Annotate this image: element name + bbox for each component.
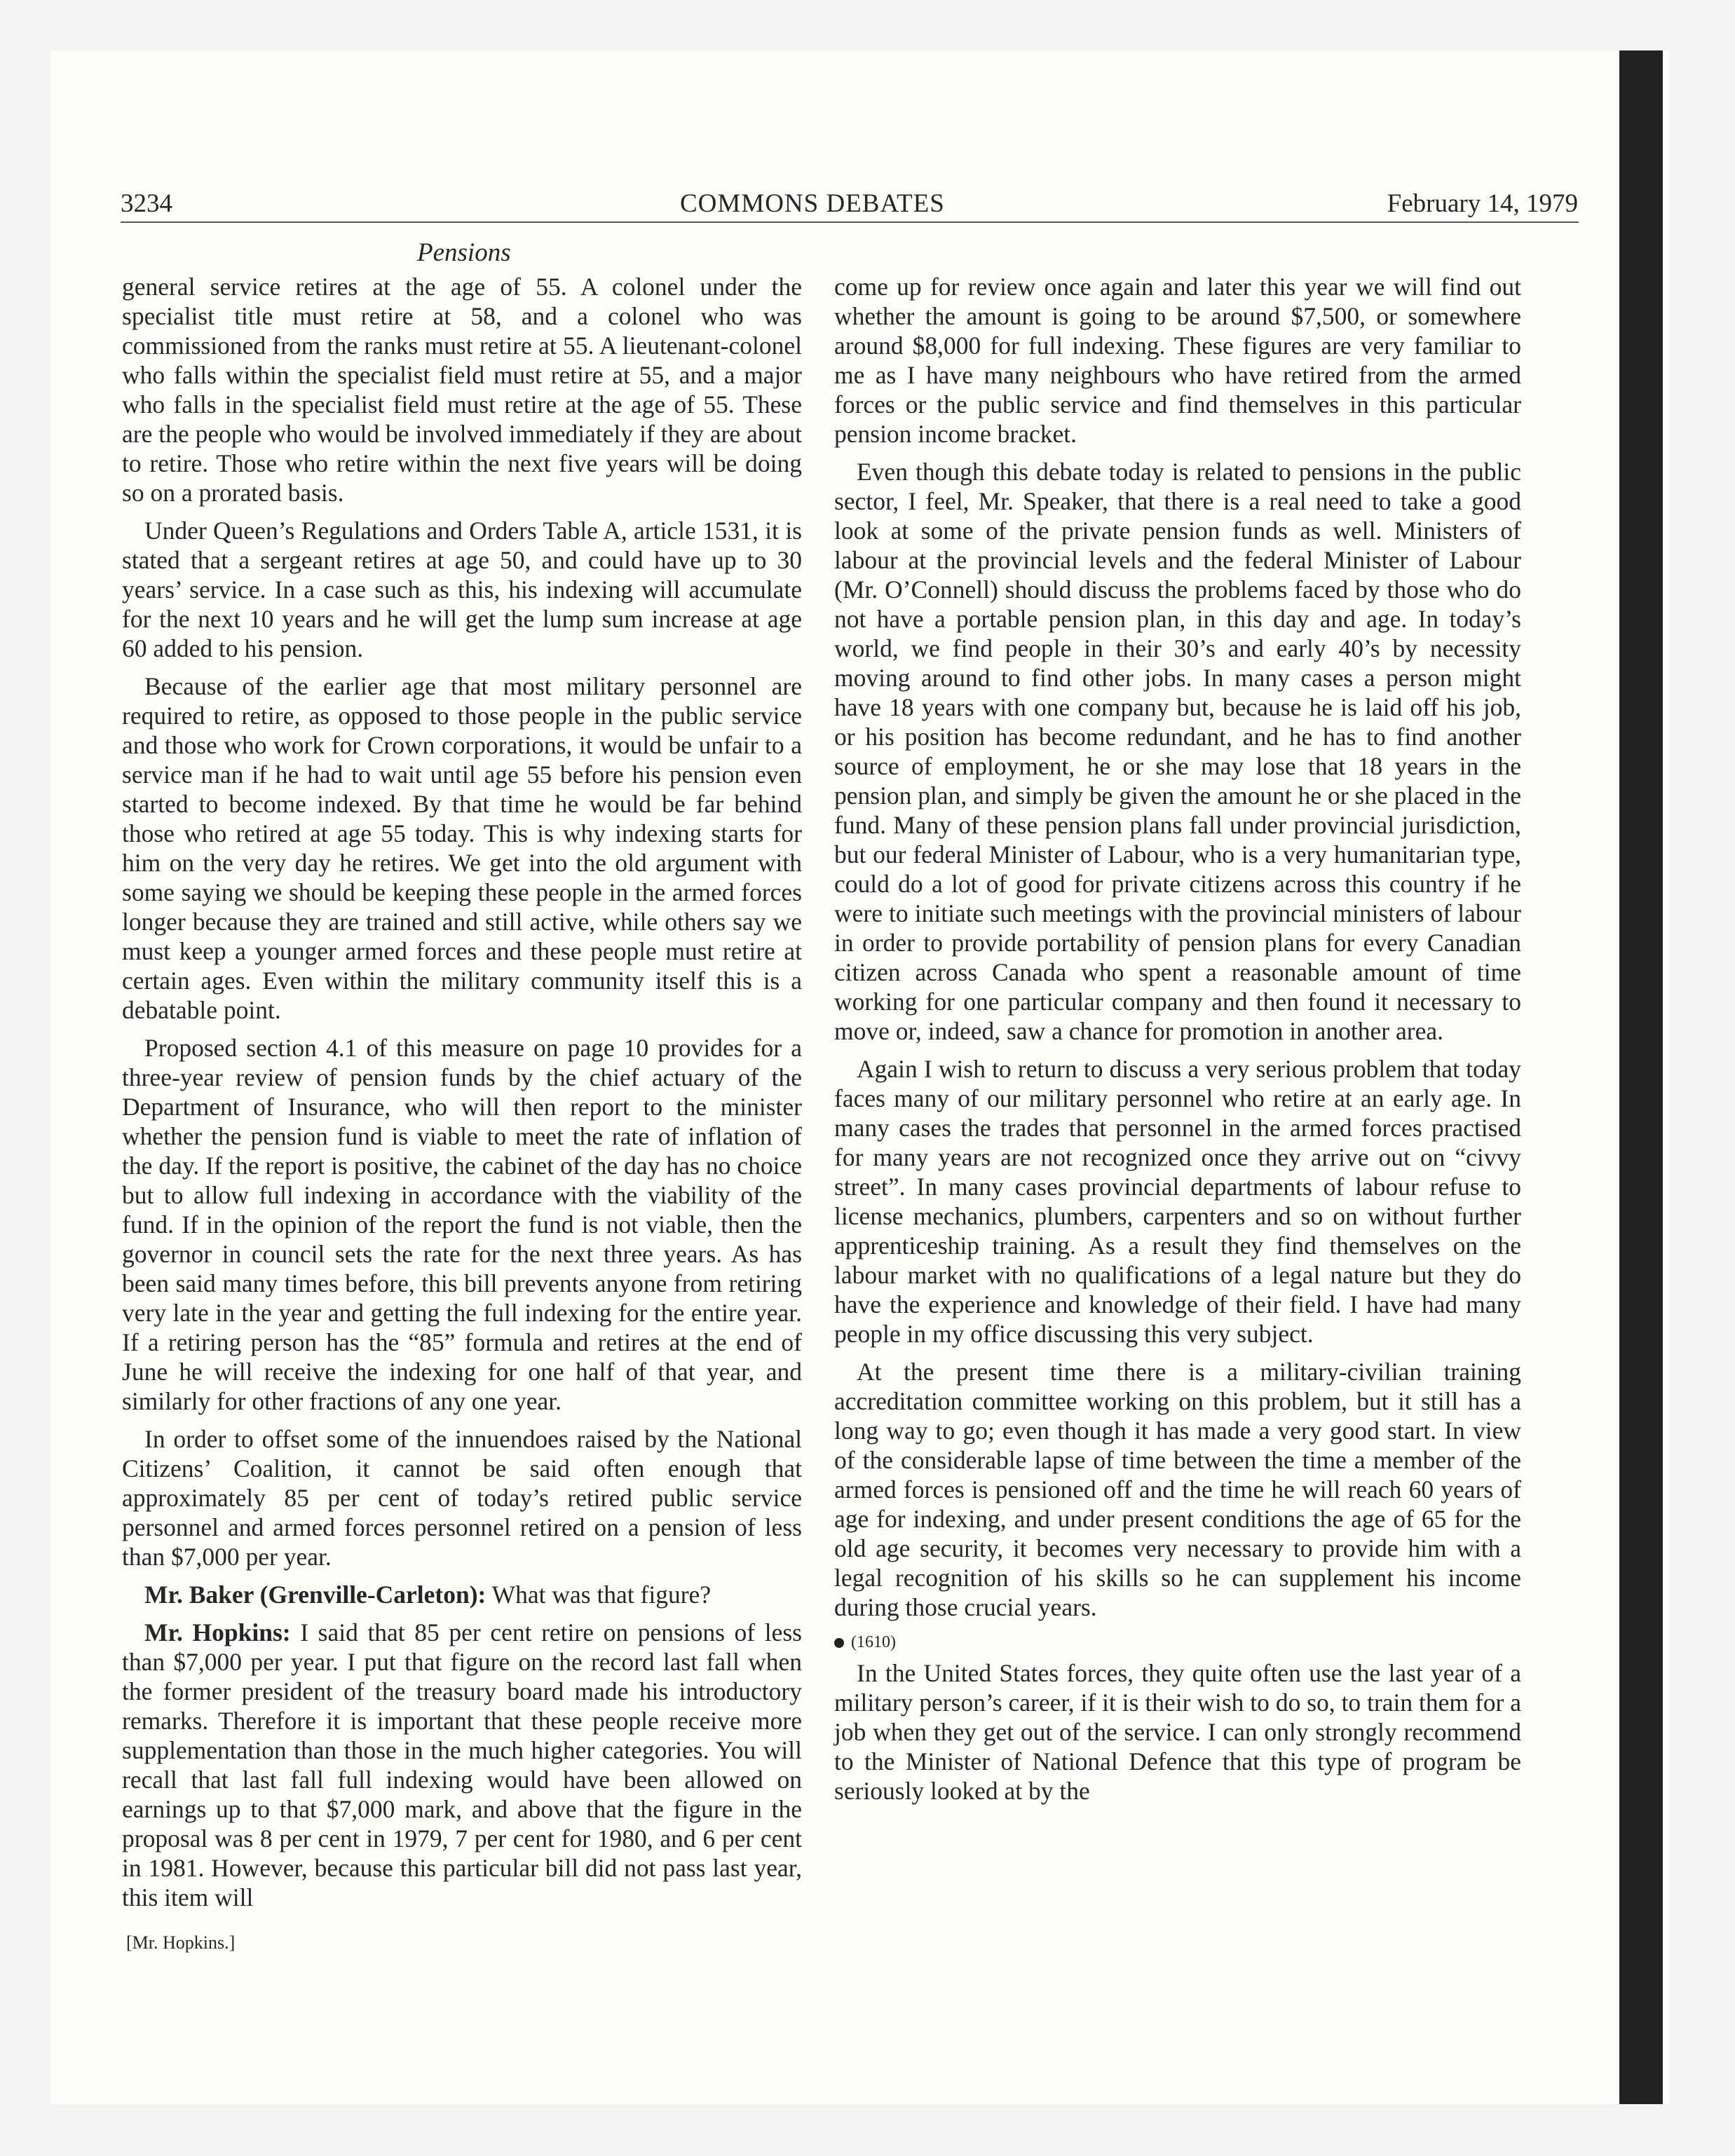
paragraph: general service retires at the age of 55. A colonel under the specialist title must retire at 58, and a colonel who was commissioned from the ranks must retire at 55. A lieutenant-colonel who falls within the specialist field must retire at 55, and a major who falls in the specialist field must retire at the age of 55. These are the people who would be involved immediately if they are about to retire. Those who retire within the next five years will be doing so on a prorated basis.: [122, 273, 802, 507]
paragraph: Under Queen’s Regulations and Orders Table A, article 1531, it is stated that a sergeant retires at age 50, and could have up to 30 years’ service. In a case such as this, his indexing will accumulate for the next 10 years and he will get the lump sum increase at age 60 added to his pension.: [122, 517, 802, 662]
speech-text: I said that 85 per cent retire on pensions of less than $7,000 per year. I put that figure on the record last fall when the former president of the treasury board made his introductory remarks. Therefore it is important that these people receive more supplementation than those in the much higher categories. You will recall that last fall full indexing would have been allowed on earnings up to that $7,000 mark, and above that the figure in the proposal was 8 per cent in 1979, 7 per cent for 1980, and 6 per cent in 1981. However, because this particular bill did not pass last year, this item will: [122, 1618, 802, 1911]
speech-hopkins: [122, 1618, 802, 1912]
footer-speaker-note: [Mr. Hopkins.]: [126, 1932, 236, 1953]
speech-baker: [122, 1580, 802, 1609]
paragraph: come up for review once again and later this year we will find out whether the amount is going to be around $7,500, or somewhere around $8,000 for full indexing. These figures are very familiar to me as I have many neighbours who have retired from the armed forces or the public service and find themselves in this particular pension income bracket.: [834, 273, 1521, 448]
paragraph: Proposed section 4.1 of this measure on page 10 provides for a three-year review of pension funds by the chief actuary of the Department of Insurance, who will then report to the minister whether the pension fund is viable to meet the rate of inflation of the day. If the report is positive, the cabinet of the day has no choice but to allow full indexing in accordance with the viability of the fund. If in the opinion of the report the fund is not viable, then the governor in council sets the rate for the next three years. As has been said many times before, this bill prevents anyone from retiring very late in the year and getting the full indexing for the entire year. If a retiring person has the “85” formula and retires at the end of June he will receive the indexing for one half of that year, and similarly for other fractions of any one year.: [122, 1034, 802, 1415]
paragraph: Even though this debate today is related to pensions in the public sector, I feel, Mr. Speaker, that there is a real need to take a good look at some of the private pension funds as well. Ministers of labour at the provincial levels and the federal Minister of Labour (Mr. O’Connell) should discuss the problems faced by those who do not have a portable pension plan, in this day and age. In today’s world, we find people in their 30’s and early 40’s by necessity moving around to find other jobs. In many cases a person might have 18 years with one company but, because he is laid off his job, or his position has become redundant, and he has to find another source of employment, he or she may lose that 18 years in the pension plan, and simply be given the amount he or she placed in the fund. Many of these pension plans fall under provincial jurisdiction, but our federal Minister of Labour, who is a very humanitarian type, could do a lot of good for private citizens across this country if he were to initiate such meetings with the provincial ministers of labour in order to provide portability of pension plans for every Canadian citizen across Canada who spent a reasonable amount of time working for one particular company and then found it necessary to move or, indeed, saw a chance for promotion in another area.: [834, 458, 1521, 1045]
left-column: [122, 272, 802, 1920]
header-rule: [121, 221, 1579, 223]
page-number: 3234: [121, 189, 172, 218]
section-topic: Pensions: [417, 238, 511, 267]
time-marker-text: (1610): [851, 1633, 896, 1651]
speaker-name: Mr. Baker (Grenville-Carleton):: [144, 1581, 487, 1609]
scan-edge-bar: [1619, 50, 1663, 2104]
paragraph: Because of the earlier age that most military personnel are required to retire, as opposed to those people in the public service and those who work for Crown corporations, it would be unfair to a service man if he had to wait until age 55 before his pension even started to become indexed. By that time he would be far behind those who retired at age 55 today. This is why indexing starts for him on the very day he retires. We get into the old argument with some saying we should be keeping these people in the armed forces longer because they are trained and still active, while others say we must keep a younger armed forces and these people must retire at certain ages. Even within the military community itself this is a debatable point.: [122, 672, 802, 1024]
paragraph: At the present time there is a military-civilian training accreditation committee working on this problem, but it still has a long way to go; even though it has made a very good start. In view of the considerable lapse of time between the time a member of the armed forces is pensioned off and the time he will reach 60 years of age for indexing, and under present conditions the age of 65 for the old age security, it becomes very necessary to provide him with a legal recognition of his skills so he can supplement his income during those crucial years.: [834, 1358, 1521, 1621]
paragraph: In order to offset some of the innuendoes raised by the National Citizens’ Coalition, it cannot be said often enough that approximately 85 per cent of today’s retired public service personnel and armed forces personnel retired on a pension of less than $7,000 per year.: [122, 1425, 802, 1571]
right-column: [834, 272, 1521, 1814]
paragraph: In the United States forces, they quite often use the last year of a military person’s career, if it is their wish to do so, to train them for a job when they get out of the service. I can only strongly recommend to the Minister of National Defence that this type of program be seriously looked at by the: [834, 1659, 1521, 1805]
page-date: February 14, 1979: [1387, 189, 1578, 218]
publication-title: COMMONS DEBATES: [680, 189, 945, 218]
speaker-name: Mr. Hopkins:: [144, 1618, 291, 1646]
paragraph: Again I wish to return to discuss a very serious problem that today faces many of our military personnel who retire at an early age. In many cases the trades that personnel in the armed forces practised for many years are not recognized once they arrive out on “civvy street”. In many cases provincial departments of labour refuse to license mechanics, plumbers, carpenters and so on without further apprenticeship training. As a result they find themselves on the labour market with no qualifications of a legal nature but they do have the experience and knowledge of their field. I have had many people in my office discussing this very subject.: [834, 1055, 1521, 1348]
speech-text: What was that figure?: [486, 1581, 712, 1609]
bullet-icon: [834, 1638, 844, 1648]
time-marker: [834, 1630, 1521, 1654]
